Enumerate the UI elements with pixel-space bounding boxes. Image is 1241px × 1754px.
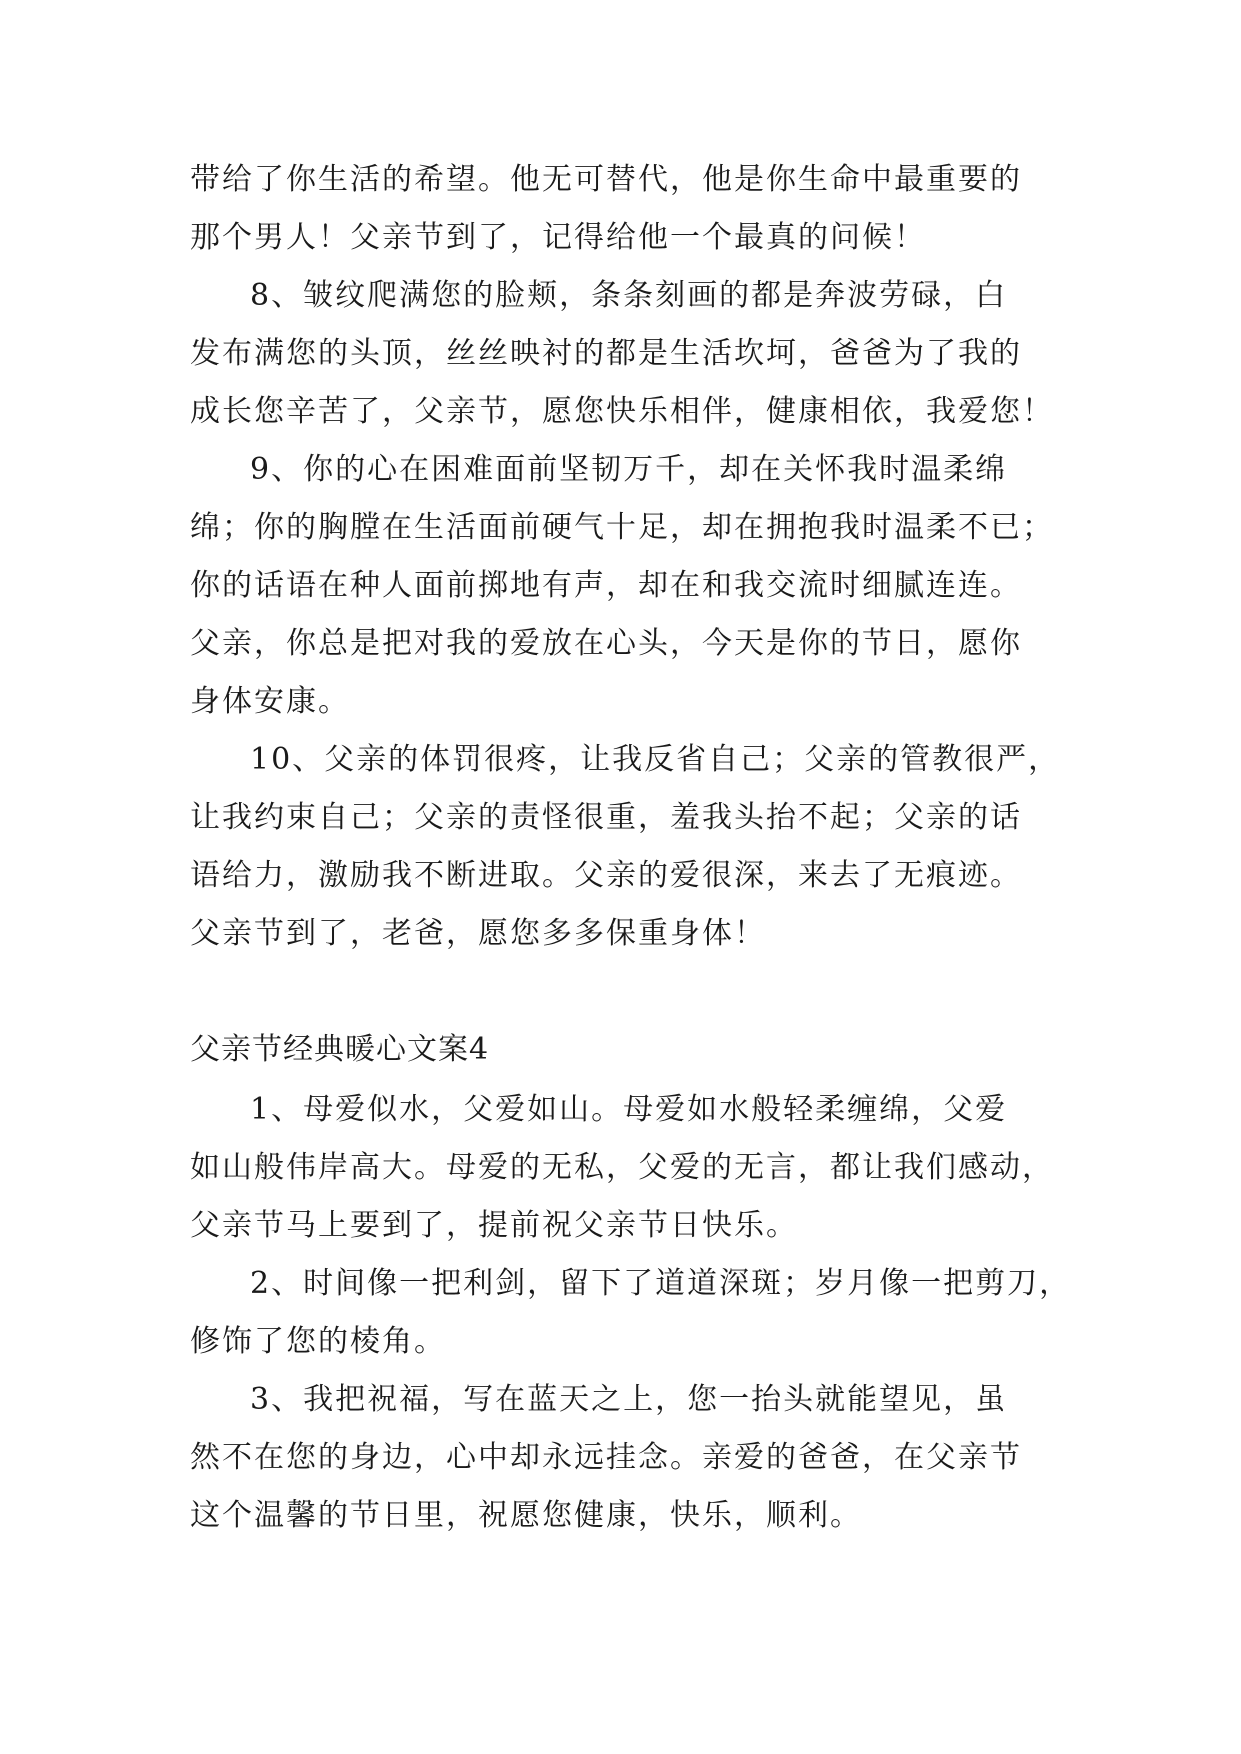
paragraph-line: 3、我把祝福，写在蓝天之上，您一抬头就能望见，虽 — [250, 1382, 1008, 1417]
paragraph-line: 父亲，你总是把对我的爱放在心头，今天是你的节日，愿你 — [190, 626, 1022, 661]
paragraph-line: 这个温馨的节日里，祝愿您健康，快乐，顺利。 — [190, 1498, 862, 1533]
paragraph-line: 你的话语在种人面前掷地有声，却在和我交流时细腻连连。 — [190, 568, 1022, 603]
paragraph-line: 修饰了您的棱角。 — [190, 1324, 446, 1359]
paragraph-line: 10、父亲的体罚很疼，让我反省自己；父亲的管教很严， — [250, 742, 1061, 777]
section-heading: 父亲节经典暖心文案4 — [190, 1032, 490, 1067]
paragraph-line: 发布满您的头顶，丝丝映衬的都是生活坎坷，爸爸为了我的 — [190, 336, 1022, 371]
paragraph-line: 带给了你生活的希望。他无可替代，他是你生命中最重要的 — [190, 162, 1022, 197]
paragraph-line: 成长您辛苦了，父亲节，愿您快乐相伴，健康相依，我爱您！ — [190, 394, 1054, 429]
paragraph-line: 身体安康。 — [190, 684, 350, 719]
paragraph-line: 8、皱纹爬满您的脸颊，条条刻画的都是奔波劳碌，白 — [250, 278, 1008, 313]
paragraph-line: 9、你的心在困难面前坚韧万千，却在关怀我时温柔绵 — [250, 452, 1008, 487]
paragraph-line: 语给力，激励我不断进取。父亲的爱很深，来去了无痕迹。 — [190, 858, 1022, 893]
paragraph-line: 2、时间像一把利剑，留下了道道深斑；岁月像一把剪刀， — [250, 1266, 1072, 1301]
paragraph-line: 父亲节到了，老爸，愿您多多保重身体！ — [190, 916, 766, 951]
paragraph-line: 绵；你的胸膛在生活面前硬气十足，却在拥抱我时温柔不已； — [190, 510, 1054, 545]
paragraph-line: 1、母爱似水，父爱如山。母爱如水般轻柔缠绵，父爱 — [250, 1092, 1008, 1127]
paragraph-line: 如山般伟岸高大。母爱的无私，父爱的无言，都让我们感动， — [190, 1150, 1054, 1185]
paragraph-line: 父亲节马上要到了，提前祝父亲节日快乐。 — [190, 1208, 798, 1243]
paragraph-line: 那个男人！父亲节到了，记得给他一个最真的问候！ — [190, 220, 926, 255]
paragraph-line: 然不在您的身边，心中却永远挂念。亲爱的爸爸，在父亲节 — [190, 1440, 1022, 1475]
paragraph-line: 让我约束自己；父亲的责怪很重，羞我头抬不起；父亲的话 — [190, 800, 1022, 835]
